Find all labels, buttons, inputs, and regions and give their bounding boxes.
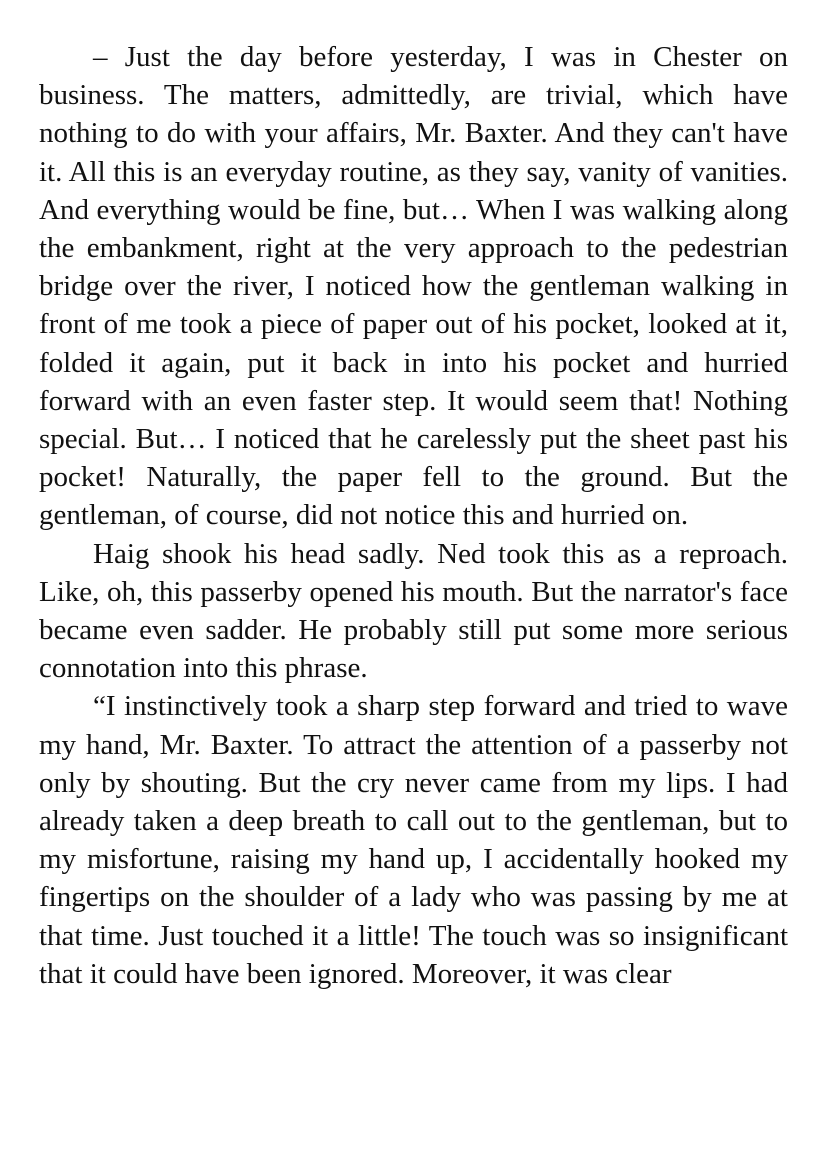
document-page [39, 38, 788, 993]
paragraph-3: “I instinctively took a sharp step forward and tried to wave my hand, Mr. Baxter. To attract the attention of a passerby not only by shouting. But the cry never came from my lips. I had already taken a deep breath to call out to the gentleman, but to my misfortune, raising my hand up, I accidentally hooked my fingertips on the shoulder of a lady who was passing by me at that time. Just touched it a little! The touch was so insignificant that it could have been ignored. Moreover, it was clear [39, 690, 788, 990]
paragraph-1: – Just the day before yesterday, I was in Chester on business. The matters, admittedly, are trivial, which have nothing to do with your affairs, Mr. Baxter. And they can't have it. All this is an everyday routine, as they say, vanity of vanities. And everything would be fine, but… When I was walking along the embankment, right at the very approach to the pedestrian bridge over the river, I noticed how the gentleman walking in front of me took a piece of paper out of his pocket, looked at it, folded it again, put it back in into his pocket and hurried forward with an even faster step. It would seem that! Nothing special. But… I noticed that he carelessly put the sheet past his pocket! Naturally, the paper fell to the ground. But the gentleman, of course, did not notice this and hurried on. [39, 41, 788, 532]
paragraph-2: Haig shook his head sadly. Ned took this as a reproach. Like, oh, this passerby opened his mouth. But the narrator's face became even sadder. He probably still put some more serious connotation into this phrase. [39, 537, 788, 685]
